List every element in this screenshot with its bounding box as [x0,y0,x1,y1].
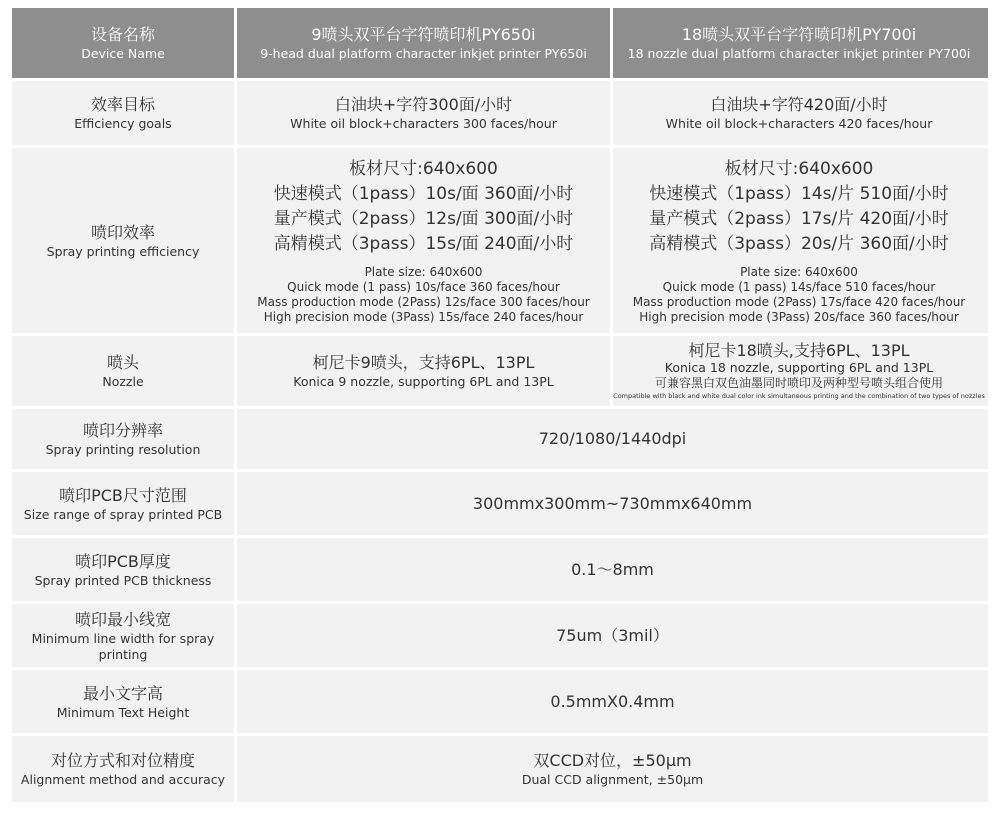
value-model-2 [610,336,985,406]
header-row [12,8,988,78]
plate-size-zh: 板材尺寸:640x600 [349,158,498,179]
row-efficiency-goals [12,78,988,145]
label-zh: 喷印最小线宽 [74,609,171,629]
row-label [12,670,234,733]
mass-mode-en: Mass production mode (2Pass) 17s/face 420 faces/hour [632,294,966,309]
precision-mode-zh: 高精模式（3pass）20s/片 360面/小时 [649,233,949,254]
label-zh: 喷印分辨率 [82,421,163,440]
label-zh: 最小文字高 [82,683,163,703]
value-en: Konica 9 nozzle, supporting 6PL and 13PL [293,374,554,389]
label-zh: 喷印PCB厚度 [75,551,171,571]
row-label [12,538,234,601]
precision-mode-en: High precision mode (3Pass) 15s/face 240 faces/hour [263,309,584,324]
label-en: Size range of spray printed PCB [23,506,223,522]
value-shared [234,472,988,535]
label-zh: 喷头 [106,353,139,372]
value-shared [234,538,988,601]
header-label-zh: 设备名称 [90,25,155,44]
label-zh: 效率目标 [90,95,155,114]
quick-mode-zh: 快速模式（1pass）14s/片 510面/小时 [649,183,949,204]
precision-mode-zh: 高精模式（3pass）15s/面 240面/小时 [273,233,574,254]
label-zh: 喷印效率 [90,222,155,242]
value: 300mmx300mm~730mmx640mm [472,493,753,513]
value-model-1 [234,81,610,145]
row-spray-efficiency [12,145,988,333]
plate-size-en: Plate size: 640x600 [364,264,483,279]
mass-mode-en: Mass production mode (2Pass) 12s/face 300 faces/hour [257,294,590,309]
label-zh: 喷印PCB尺寸范围 [59,485,187,505]
value-zh: 双CCD对位，±50μm [533,751,692,770]
label-en: Spray printed PCB thickness [34,572,212,588]
row-label [12,409,234,469]
mass-mode-zh: 量产模式（2pass）17s/片 420面/小时 [649,208,949,229]
label-en: Alignment method and accuracy [20,772,226,787]
row-label [12,81,234,145]
plate-size-en: Plate size: 640x600 [740,264,858,279]
header-label-en: Device Name [81,46,165,61]
value: 75um（3mil） [556,625,669,645]
label-en: Spray printing resolution [45,442,201,457]
row-pcb-thickness [12,535,988,601]
quick-mode-en: Quick mode (1 pass) 10s/face 360 faces/hour [287,279,560,294]
row-label [12,736,234,802]
label-zh: 对位方式和对位精度 [50,751,195,770]
value-zh: 柯尼卡9喷头，支持6PL、13PL [312,353,535,372]
spec-table [12,8,988,802]
value-zh-note: 可兼容黑白双色油墨同时喷印及两种型号喷头组合使用 [654,375,943,390]
label-en: Minimum Text Height [56,704,190,720]
value: 0.1～8mm [571,559,654,579]
quick-mode-en: Quick mode (1 pass) 14s/face 510 faces/hour [662,279,936,294]
label-en: Minimum line width for spray printing [31,630,215,662]
row-resolution [12,406,988,469]
value-en: Konica 18 nozzle, supporting 6PL and 13PL [664,359,934,375]
model-1-zh: 9喷头双平台字符喷印机PY650i [311,25,536,44]
row-label [12,472,234,535]
value-shared [234,670,988,733]
value-model-1 [234,336,610,406]
value-zh: 柯尼卡18喷头,支持6PL、13PL [688,340,910,360]
header-label-cell [12,8,234,78]
row-label [12,148,234,333]
value: 720/1080/1440dpi [538,429,687,448]
mass-mode-zh: 量产模式（2pass）12s/面 300面/小时 [273,208,574,229]
plate-size-zh: 板材尺寸:640x600 [724,158,874,179]
label-en: Spray printing efficiency [46,243,200,259]
value: 0.5mmX0.4mm [550,691,675,711]
value-en-note: Compatible with black and white dual color ink simultaneous printing and the combination of two types of nozzles [613,391,985,400]
value-model-1 [234,148,610,333]
header-model-1 [234,8,610,78]
row-label [12,604,234,667]
model-1-en: 9-head dual platform character inkjet printer PY650i [260,46,587,61]
value-en: White oil block+characters 420 faces/hour [665,116,933,131]
quick-mode-zh: 快速模式（1pass）10s/面 360面/小时 [273,183,574,204]
row-text-height [12,667,988,733]
label-en: Efficiency goals [74,116,172,131]
label-en: Nozzle [102,374,144,389]
value-model-2 [610,148,985,333]
header-model-2 [610,8,985,78]
value-en: White oil block+characters 300 faces/hour [290,116,557,131]
precision-mode-en: High precision mode (3Pass) 20s/face 360 faces/hour [639,309,959,324]
row-alignment [12,733,988,802]
row-label [12,336,234,406]
value-zh: 白油块+字符420面/小时 [710,95,888,114]
value-shared [234,604,988,667]
value-zh: 白油块+字符300面/小时 [334,95,513,114]
row-pcb-size [12,469,988,535]
value-shared [234,409,988,469]
row-nozzle [12,333,988,406]
model-2-en: 18 nozzle dual platform character inkjet printer PY700i [627,46,971,61]
value-shared [234,736,988,802]
row-line-width [12,601,988,667]
value-model-2 [610,81,985,145]
value-en: Dual CCD alignment, ±50μm [521,772,704,787]
model-2-zh: 18喷头双平台字符喷印机PY700i [681,25,917,44]
